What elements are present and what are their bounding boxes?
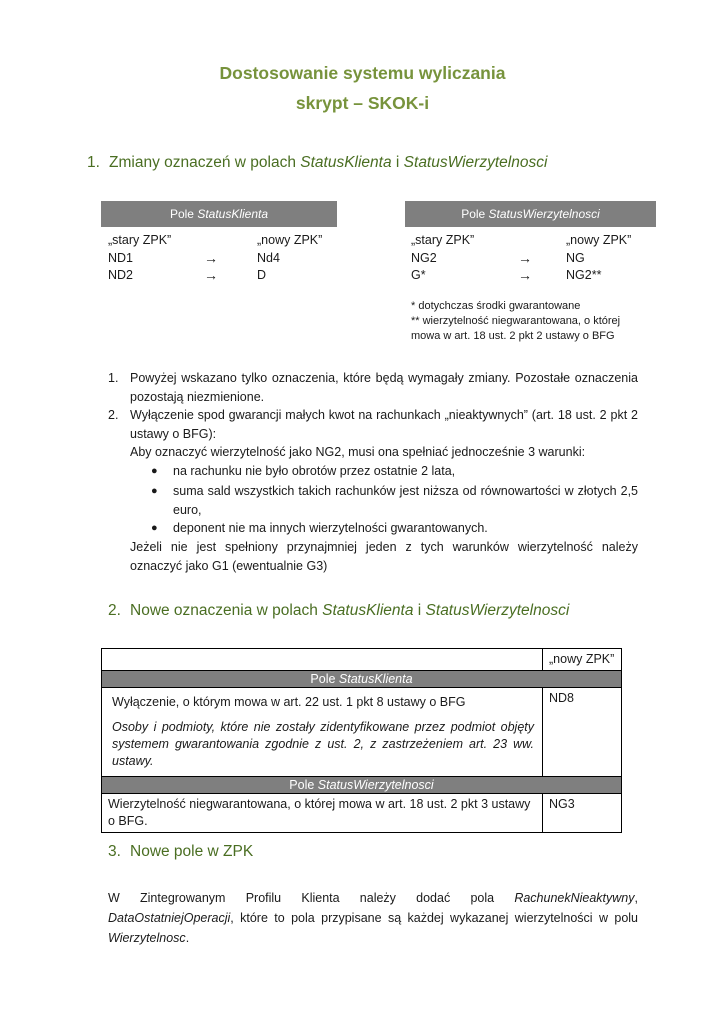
bullet-item-2-text: suma sald wszystkich takich rachunków jest niższa od równowartości w złotych 2,5 euro, [173, 484, 638, 517]
list-item-2 [108, 406, 638, 443]
section-3-heading [108, 843, 253, 861]
status-klienta-section-header [102, 671, 622, 688]
left-row2-new: D [257, 268, 267, 282]
nd8-code: ND8 [543, 688, 622, 777]
new-zpk-column-header: „nowy ZPK” [543, 649, 622, 671]
right-row1-arrow-icon: → [518, 250, 532, 266]
ng3-code: NG3 [543, 794, 622, 833]
document-title-line2: skrypt – SKOK-i [295, 93, 430, 113]
ng3-description: Wierzytelność niegwarantowana, o której mowa w art. 18 ust. 2 pkt 3 ustawy o BFG. [102, 794, 543, 833]
bullet-item-1 [151, 462, 638, 481]
final-text-2: , [634, 891, 638, 905]
section-1-field2: StatusWierzytelnosci [403, 154, 548, 171]
left-row1-old: ND1 [108, 251, 134, 265]
final-text-3: , które to pola przypisane są każdej wykazanej wierzytelności w polu [230, 911, 638, 925]
left-row2-old: ND2 [108, 268, 134, 282]
header-prefix: Pole [169, 207, 198, 221]
footnote-2a: ** wierzytelność niegwarantowana, o której [411, 315, 621, 327]
header-prefix: Pole [461, 207, 489, 221]
section-3-number: 3. [108, 843, 121, 860]
header-field: StatusWierzytelnosci [317, 778, 434, 792]
table-row [102, 688, 622, 777]
section-1-text: Zmiany oznaczeń w polach [109, 154, 301, 171]
bullet-item-1-text: na rachunku nie było obrotów przez ostatnie 2 lata, [173, 464, 456, 478]
status-wierzytelnosci-table-header [405, 201, 656, 227]
list-item-1-number: 1. [108, 371, 119, 385]
final-text-1: W Zintegrowanym Profilu Klienta należy dodać pola [108, 891, 515, 905]
section-2-field2: StatusWierzytelnosci [425, 602, 570, 619]
final-paragraph [108, 888, 638, 948]
left-col-new-header: „nowy ZPK” [257, 233, 323, 247]
bullet-icon: ● [151, 485, 158, 497]
header-prefix: Pole [310, 672, 339, 686]
header-field: StatusKlienta [338, 672, 413, 686]
list-item-1 [108, 369, 638, 406]
section-1-mid: i [391, 154, 404, 171]
section-2-heading [108, 602, 569, 620]
header-field: StatusKlienta [197, 207, 269, 221]
field-wierzytelnosc: Wierzytelnosc [108, 931, 186, 945]
section-2-text: Nowe oznaczenia w polach [130, 602, 323, 619]
nd8-description-text: Wyłączenie, o którym mowa w art. 22 ust. 1 pkt 8 ustawy o BFG [112, 695, 466, 709]
table-cell-empty [102, 649, 543, 671]
section-2-number: 2. [108, 602, 121, 619]
section-3-title: Nowe pole w ZPK [130, 843, 254, 860]
section-1-heading [87, 154, 547, 172]
section-2-mid: i [413, 602, 426, 619]
list-item-2-number: 2. [108, 408, 119, 422]
section-1-field1: StatusKlienta [300, 154, 392, 171]
left-row1-new: Nd4 [257, 251, 280, 265]
status-klienta-table-header [101, 201, 337, 227]
document-title-line1: Dostosowanie systemu wyliczania [219, 63, 506, 83]
bullet-icon: ● [151, 522, 158, 534]
right-row1-old: NG2 [411, 251, 437, 265]
right-row1-new: NG [566, 251, 585, 265]
list-item-2-sub: Aby oznaczyć wierzytelność jako NG2, musi ona spełniać jednocześnie 3 warunki: [130, 445, 586, 459]
status-wierzytelnosci-section-header [102, 777, 622, 794]
table-row [102, 777, 622, 794]
list-item-2-conclusion: Jeżeli nie jest spełniony przynajmniej jeden z tych warunków wierzytelność należy oznaczyć jako G1 (ewentualnie G3) [130, 540, 638, 573]
bullet-item-3 [151, 519, 638, 538]
header-field: StatusWierzytelnosci [488, 207, 600, 221]
new-codes-table [101, 648, 622, 833]
nd8-description [102, 688, 543, 777]
header-prefix: Pole [289, 778, 318, 792]
footnote-2b: mowa w art. 18 ust. 2 pkt 2 ustawy o BFG [411, 330, 615, 342]
table-row [102, 671, 622, 688]
right-row2-new: NG2** [566, 268, 602, 282]
right-col-new-header: „nowy ZPK” [566, 233, 632, 247]
table-row [102, 794, 622, 833]
right-row2-arrow-icon: → [518, 267, 532, 283]
table-row [102, 649, 622, 671]
field-data-ostatniej-operacji: DataOstatniejOperacji [108, 911, 231, 925]
bullet-item-3-text: deponent nie ma innych wierzytelności gwarantowanych. [173, 521, 488, 535]
section-2-field1: StatusKlienta [322, 602, 414, 619]
list-item-1-text: Powyżej wskazano tylko oznaczenia, które będą wymagały zmiany. Pozostałe oznaczenia pozostają niezmienione. [130, 371, 638, 404]
right-col-old-header: „stary ZPK” [411, 233, 475, 247]
final-text-4: . [185, 931, 190, 945]
left-row1-arrow-icon: → [204, 250, 218, 266]
right-row2-old: G* [411, 268, 426, 282]
section-1-number: 1. [87, 154, 100, 171]
list-item-2-text: Wyłączenie spod gwarancji małych kwot na rachunkach „nieaktywnych” (art. 18 ust. 2 pkt 2 ustawy o BFG): [130, 408, 638, 441]
left-col-old-header: „stary ZPK” [108, 233, 172, 247]
bullet-item-2 [151, 482, 638, 519]
field-rachunek-nieaktywny: RachunekNieaktywny [514, 891, 635, 905]
nd8-description-italic: Osoby i podmioty, które nie zostały zidentyfikowane przez podmiot objęty systemem gwarantowania zgodnie z ust. 2, z zastrzeżeniem art. 23 ww. ustawy. [112, 720, 534, 768]
left-row2-arrow-icon: → [204, 267, 218, 283]
bullet-icon: ● [151, 465, 158, 477]
footnote-1: * dotychczas środki gwarantowane [411, 300, 581, 312]
